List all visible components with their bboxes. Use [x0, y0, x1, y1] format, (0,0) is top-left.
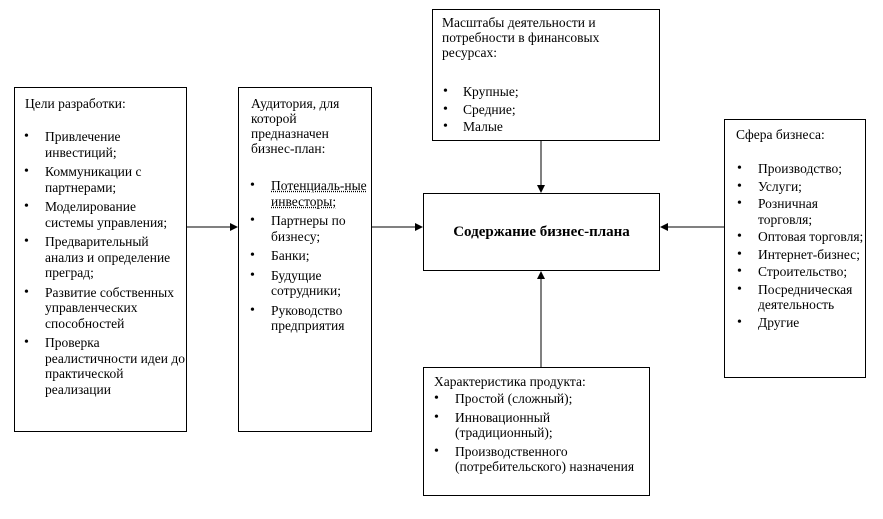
list-item: • Интернет-бизнес; — [758, 247, 866, 263]
list-item: • Проверка реалистичности идеи до практической реализации — [45, 335, 185, 397]
product-title: Характеристика продукта: — [434, 374, 586, 389]
list-item: • Простой (сложный); — [455, 391, 645, 407]
sphere-title: Сфера бизнеса: — [736, 127, 825, 142]
list-item: • Другие — [758, 315, 866, 331]
list-item: • Будущие сотрудники; — [271, 268, 371, 299]
list-item: • Посредническая деятельность — [758, 282, 866, 313]
list-item: • Моделирование системы управления; — [45, 199, 185, 230]
list-item: • Коммуникации с партнерами; — [45, 164, 185, 195]
list-item: • Руководство предприятия — [271, 303, 371, 334]
list-item: • Малые — [463, 119, 519, 135]
list-item: • Предварительный анализ и определение преград; — [45, 234, 185, 281]
goals-title: Цели разработки: — [25, 96, 126, 111]
audience-title: Аудитория, для которой предназначен бизнес-план: — [251, 96, 340, 156]
list-item: • Партнеры по бизнесу; — [271, 213, 371, 244]
list-item: • Инновационный (традиционный); — [455, 410, 645, 441]
list-item: • Крупные; — [463, 84, 519, 100]
list-item: • Розничная торговля; — [758, 196, 866, 227]
list-item: • Производственного (потребительского) назначения — [455, 444, 645, 475]
scale-title: Масштабы деятельности и потребности в финансовых ресурсах: — [442, 15, 600, 60]
list-item: • Привлечение инвестиций; — [45, 129, 185, 160]
list-item: • Потенциаль-ные инвесторы; — [271, 178, 371, 209]
list-item: • Строительство; — [758, 264, 866, 280]
list-item: • Услуги; — [758, 179, 866, 195]
content-title: Содержание бизнес-плана — [453, 223, 630, 240]
list-item: • Банки; — [271, 248, 371, 264]
list-item: • Оптовая торговля; — [758, 229, 866, 245]
list-item: • Средние; — [463, 102, 519, 118]
list-item: • Развитие собственных управленческих способностей — [45, 285, 185, 332]
list-item: • Производство; — [758, 161, 866, 177]
